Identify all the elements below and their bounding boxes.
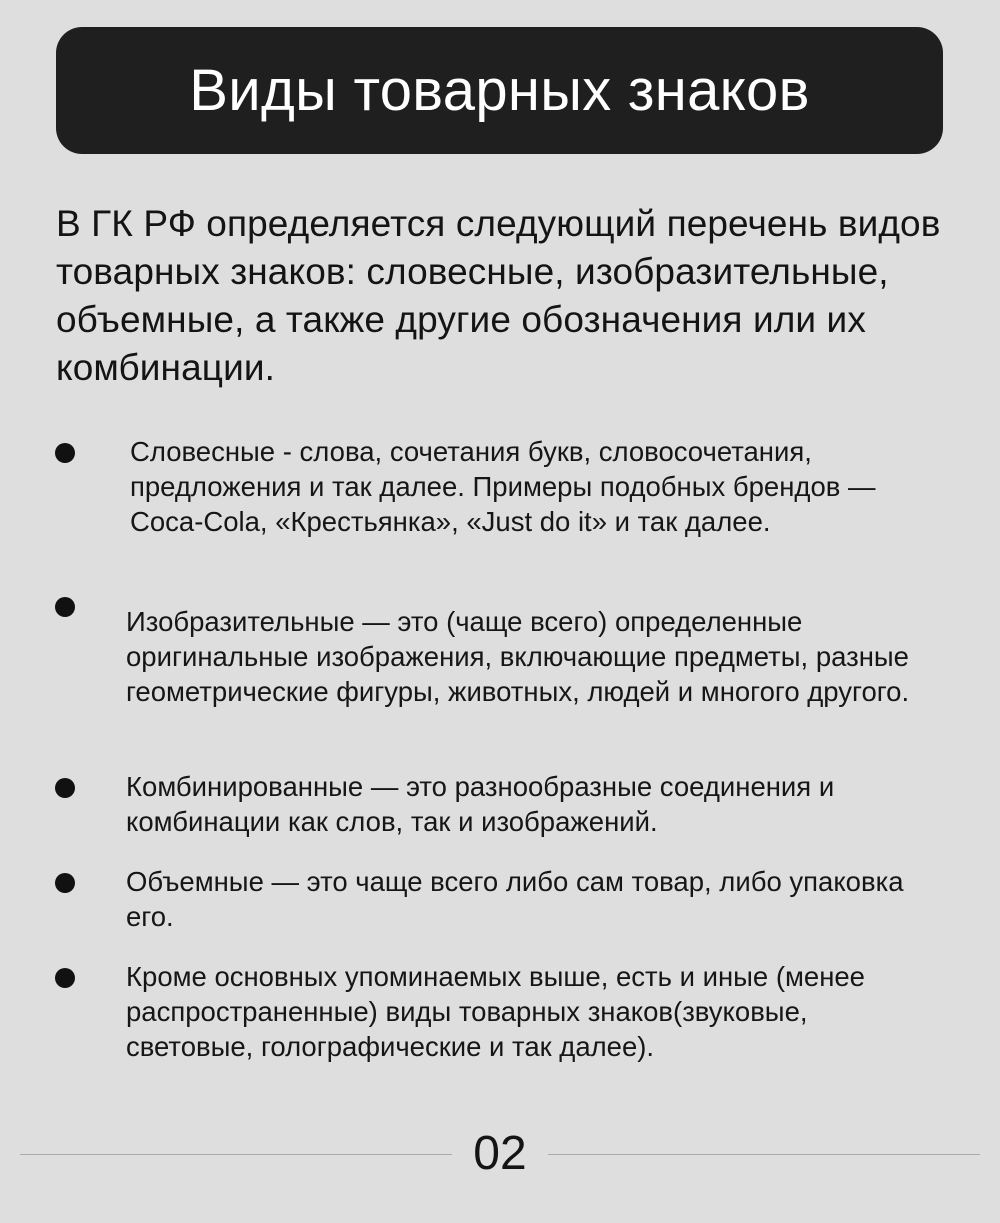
list-item-text: Комбинированные — это разнообразные соединения и комбинации как слов, так и изображений. [126,771,835,837]
footer-divider-right [548,1154,980,1155]
bullet-dot-icon [55,443,75,463]
bullet-dot-icon [55,968,75,988]
list-item-text: Объемные — это чаще всего либо сам товар, либо упаковка его. [126,866,904,932]
title-banner [56,27,943,154]
footer-divider-left [20,1154,452,1155]
intro-paragraph: В ГК РФ определяется следующий перечень видов товарных знаков: словесные, изобразительные, объемные, а также другие обозначения или их комбинации. [56,203,941,388]
bullet-dot-icon [55,778,75,798]
list-item-text: Кроме основных упоминаемых выше, есть и иные (менее распространенные) виды товарных знаков(звуковые, световые, голографические и так далее). [126,961,865,1062]
list-item-text: Словесные - слова, сочетания букв, словосочетания, предложения и так далее. Примеры подобных брендов — Coca-Cola, «Крестьянка», «Just do it» и так далее. [130,436,876,537]
list-item-text: Изобразительные — это (чаще всего) определенные оригинальные изображения, включающие предметы, разные геометрические фигуры, животных, людей и многого другого. [126,606,910,707]
page-title: Виды товарных знаков [189,57,810,123]
bullet-dot-icon [55,873,75,893]
bullet-dot-icon [55,597,75,617]
page-number: 02 [473,1127,527,1180]
